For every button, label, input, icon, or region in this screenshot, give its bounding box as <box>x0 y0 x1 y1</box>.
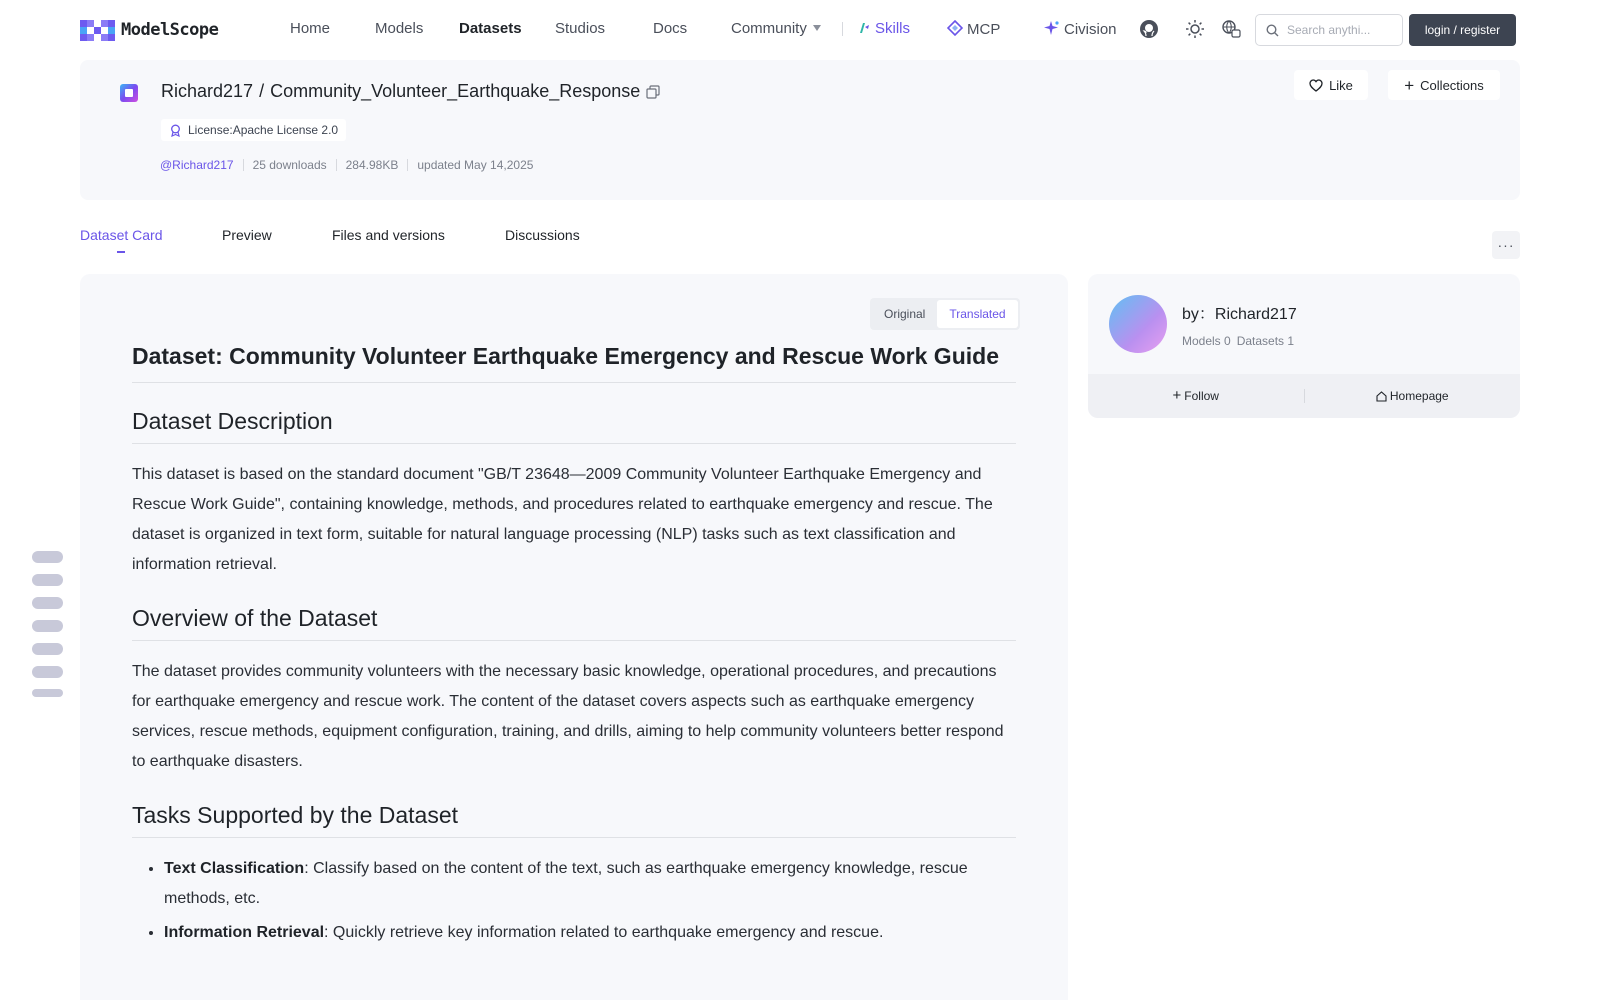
sparkle-icon <box>1044 20 1060 36</box>
mcp-icon <box>947 20 963 36</box>
nav-docs[interactable]: Docs <box>653 20 688 37</box>
heart-icon <box>1309 79 1323 92</box>
paragraph-description: This dataset is based on the standard document "GB/T 23648—2009 Community Volunteer Earthquake Emergency and Rescue Work Guide", containing knowledge, methods, and procedures related to earthquake emergency and rescue. The dataset is organized in text form, suitable for natural language processing (NLP) tasks such as text classification and information retrieval. <box>132 466 993 573</box>
logo-text: ModelScope <box>121 20 219 40</box>
downloads-count: 25 downloads <box>252 158 327 172</box>
meta-divider <box>336 159 337 171</box>
task-term: Information Retrieval <box>164 924 325 941</box>
like-label: Like <box>1329 77 1353 93</box>
modelscope-logo[interactable] <box>80 19 218 41</box>
models-count[interactable]: Models 0 <box>1182 334 1231 348</box>
license-ribbon-icon <box>169 124 182 137</box>
avatar[interactable] <box>1109 295 1167 353</box>
nav-studios[interactable]: Studios <box>555 20 606 37</box>
paragraph-overview: The dataset provides community volunteers with the necessary basic knowledge, operational procedures, and precautions for earthquake emergency and rescue work. The content of the dataset covers aspects such as earthquake emergency services, rescue methods, equipment configuration, training, and drills, aiming to help community volunteers better respond to earthquake disasters. <box>132 663 1004 770</box>
nav-civision-label: Civision <box>1064 21 1117 38</box>
language-icon[interactable] <box>1221 19 1241 39</box>
nav-models[interactable]: Models <box>375 20 424 37</box>
tab-dataset-card[interactable]: Dataset Card <box>80 227 163 243</box>
list-item <box>164 854 1016 914</box>
author-card <box>1088 274 1520 418</box>
dataset-title <box>161 81 660 102</box>
tab-files-and-versions[interactable]: Files and versions <box>332 227 445 243</box>
list-item <box>164 918 1016 948</box>
heading-overview: Overview of the Dataset <box>132 602 1016 641</box>
search-icon <box>1266 24 1279 37</box>
toc-marker[interactable] <box>32 574 63 586</box>
theme-sun-icon[interactable] <box>1185 19 1205 39</box>
top-navbar <box>0 0 1600 58</box>
skills-icon <box>857 21 871 35</box>
follow-label: Follow <box>1184 389 1219 403</box>
toc-marker[interactable] <box>32 597 63 609</box>
toc-marker[interactable] <box>32 643 63 655</box>
translated-toggle-button[interactable]: Translated <box>937 300 1017 328</box>
nav-home[interactable]: Home <box>290 20 331 37</box>
active-tab-indicator <box>117 251 125 253</box>
original-toggle-button[interactable]: Original <box>872 300 937 328</box>
heading-tasks: Tasks Supported by the Dataset <box>132 799 1016 838</box>
login-register-button[interactable]: login / register <box>1409 14 1516 46</box>
plus-icon: + <box>1172 387 1182 404</box>
nav-skills-label: Skills <box>875 20 911 37</box>
dataset-card-content <box>80 274 1068 1000</box>
collections-label: Collections <box>1420 77 1484 93</box>
author-counts <box>1182 334 1294 348</box>
tab-preview[interactable]: Preview <box>222 227 272 243</box>
homepage-label: Homepage <box>1389 389 1449 403</box>
datasets-count[interactable]: Datasets 1 <box>1236 334 1295 348</box>
tab-discussions[interactable]: Discussions <box>505 227 580 243</box>
search-box[interactable] <box>1255 14 1403 46</box>
toc-outline <box>32 551 63 697</box>
readme-title: Dataset: Community Volunteer Earthquake Emergency and Rescue Work Guide <box>132 338 1016 383</box>
nav-community-label: Community <box>731 20 807 37</box>
title-separator: / <box>259 81 265 101</box>
updated-date: updated May 14,2025 <box>417 158 534 172</box>
copy-icon[interactable] <box>646 85 660 99</box>
dataset-size: 284.98KB <box>345 158 399 172</box>
nav-divider <box>842 22 843 36</box>
nav-skills[interactable] <box>857 20 910 37</box>
github-icon[interactable] <box>1139 19 1159 39</box>
task-list <box>132 854 1016 948</box>
nav-datasets[interactable]: Datasets <box>459 20 522 37</box>
more-options-button[interactable]: ··· <box>1492 231 1520 259</box>
task-text: : Quickly retrieve key information related to earthquake emergency and rescue. <box>324 924 884 941</box>
task-term: Text Classification <box>164 860 305 877</box>
search-input[interactable] <box>1287 23 1397 37</box>
homepage-button[interactable] <box>1305 374 1521 418</box>
dataset-owner-link[interactable]: Richard217 <box>161 81 254 101</box>
chevron-down-icon <box>813 25 821 31</box>
dataset-meta <box>160 158 533 172</box>
toc-marker[interactable] <box>32 551 63 563</box>
plus-icon: + <box>1404 75 1415 95</box>
nav-mcp-label: MCP <box>967 21 1001 38</box>
follow-button[interactable] <box>1088 374 1304 418</box>
author-link[interactable]: @Richard217 <box>160 158 234 172</box>
toc-marker[interactable] <box>32 666 63 678</box>
collections-button[interactable] <box>1388 70 1500 100</box>
nav-community[interactable] <box>731 20 821 37</box>
license-text: License:Apache License 2.0 <box>188 123 339 137</box>
home-icon <box>1376 391 1387 402</box>
like-button[interactable] <box>1294 70 1368 100</box>
dataset-header <box>80 60 1520 200</box>
nav-civision[interactable] <box>1044 20 1117 38</box>
nav-mcp[interactable] <box>947 20 1000 38</box>
logo-mark-icon <box>80 20 115 41</box>
task-text: : Classify based on the content of the text, such as earthquake emergency knowledge, rescue methods, etc. <box>164 860 968 907</box>
markdown-body <box>132 338 1016 952</box>
meta-divider <box>407 159 408 171</box>
heading-dataset-description: Dataset Description <box>132 405 1016 444</box>
author-actions <box>1088 374 1520 418</box>
license-badge[interactable] <box>161 119 346 141</box>
meta-divider <box>243 159 244 171</box>
toc-marker[interactable] <box>32 689 63 697</box>
dataset-name: Community_Volunteer_Earthquake_Response <box>270 81 641 101</box>
author-name: by：Richard217 <box>1182 306 1297 323</box>
toc-marker[interactable] <box>32 620 63 632</box>
language-toggle <box>870 298 1020 330</box>
dataset-icon <box>120 84 138 102</box>
